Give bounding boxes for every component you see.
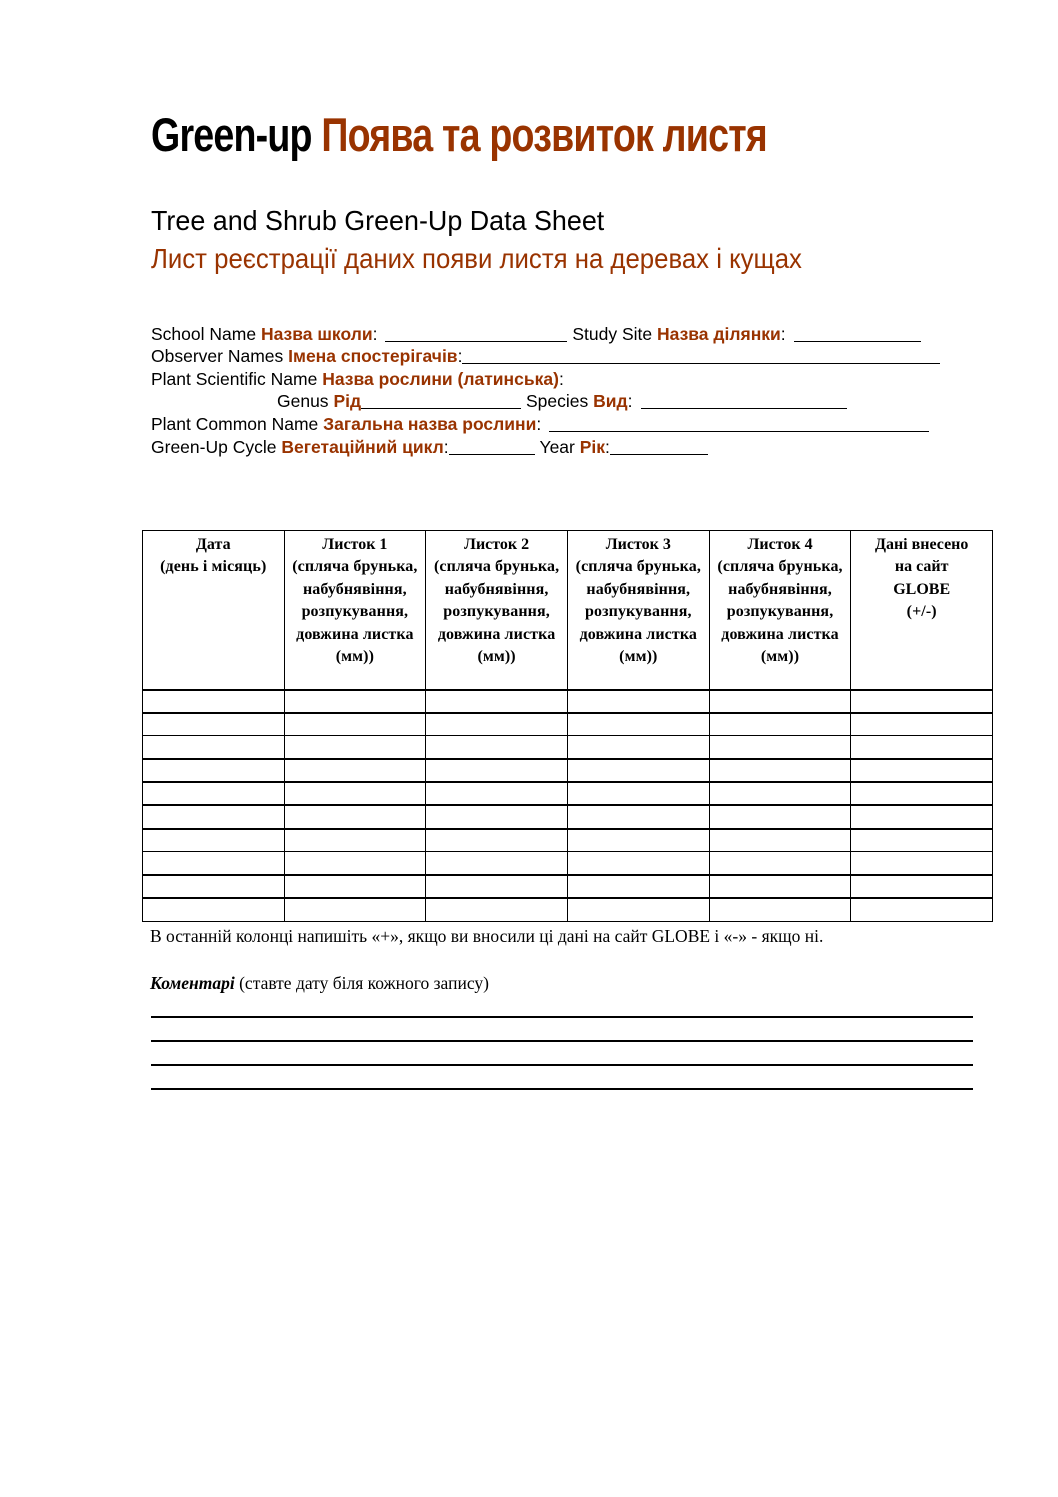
form-line-genus-species: Genus Рід Species Вид :: [151, 390, 991, 413]
school-name-label-uk: Назва школи: [260, 323, 373, 344]
table-row: [143, 829, 993, 852]
observer-names-label-uk: Імена спостерігачів: [288, 346, 458, 367]
leaf-1-cell[interactable]: [284, 852, 426, 875]
leaf-4-cell[interactable]: [709, 852, 851, 875]
page-title: [151, 108, 767, 162]
column-header-leaf-4: Листок 4 (спляча брунька, набубнявіння, розпукування, довжина листка (мм)): [709, 531, 851, 690]
year-label-uk: Рік: [579, 436, 606, 457]
comments-label: Коментарі: [150, 973, 235, 993]
leaf-2-cell[interactable]: [426, 713, 568, 736]
column-header-leaf-2: Листок 2 (спляча брунька, набубнявіння, розпукування, довжина листка (мм)): [426, 531, 568, 690]
subtitle-en: Tree and Shrub Green-Up Data Sheet: [151, 205, 605, 236]
species-field[interactable]: [641, 392, 847, 409]
table-row: [143, 875, 993, 898]
green-up-data-table: [142, 530, 993, 922]
form-line-cycle-year: Green-Up Cycle Вегетаційний цикл : Year Рік :: [151, 435, 991, 458]
title-en: Green-up: [151, 108, 312, 161]
form-line-school: School Name Назва школи : Study Site Назва ділянки :: [151, 322, 991, 345]
comment-line-4[interactable]: [151, 1088, 973, 1090]
school-name-field[interactable]: [385, 325, 567, 342]
leaf-2-cell[interactable]: [426, 805, 568, 828]
column-header-leaf-3: Листок 3 (спляча брунька, набубнявіння, розпукування, довжина листка (мм)): [567, 531, 709, 690]
leaf-1-cell[interactable]: [284, 713, 426, 736]
leaf-4-cell[interactable]: [709, 898, 851, 921]
table-row: [143, 713, 993, 736]
comment-line-2[interactable]: [151, 1040, 973, 1042]
leaf-4-cell[interactable]: [709, 736, 851, 759]
date-cell[interactable]: [143, 898, 285, 921]
date-cell[interactable]: [143, 782, 285, 805]
scientific-name-label-en: Plant Scientific Name: [151, 368, 318, 389]
species-label-en: Species: [525, 391, 589, 412]
leaf-1-cell[interactable]: [284, 875, 426, 898]
globe-entered-cell[interactable]: [851, 898, 993, 921]
leaf-3-cell[interactable]: [567, 898, 709, 921]
globe-entered-cell[interactable]: [851, 736, 993, 759]
date-cell[interactable]: [143, 736, 285, 759]
leaf-2-cell[interactable]: [426, 875, 568, 898]
observer-names-label-en: Observer Names: [151, 346, 284, 367]
header-form: [151, 322, 991, 458]
leaf-3-cell[interactable]: [567, 690, 709, 713]
subtitle-uk: Лист реєстрації даних появи листя на деревах і кущах: [151, 243, 802, 274]
study-site-field[interactable]: [794, 325, 921, 342]
globe-entered-cell[interactable]: [851, 759, 993, 782]
genus-label-uk: Рід: [333, 391, 362, 412]
species-label-uk: Вид: [593, 391, 628, 412]
column-header-date: Дата (день і місяць): [143, 531, 285, 690]
table-row: [143, 898, 993, 921]
globe-entered-cell[interactable]: [851, 852, 993, 875]
leaf-1-cell[interactable]: [284, 805, 426, 828]
leaf-1-cell[interactable]: [284, 759, 426, 782]
leaf-1-cell[interactable]: [284, 898, 426, 921]
globe-entered-cell[interactable]: [851, 829, 993, 852]
leaf-2-cell[interactable]: [426, 898, 568, 921]
title-uk: Поява та розвиток листя: [321, 108, 767, 161]
leaf-3-cell[interactable]: [567, 713, 709, 736]
leaf-3-cell[interactable]: [567, 782, 709, 805]
common-name-label-uk: Загальна назва рослини: [323, 413, 537, 434]
form-line-observers: Observer Names Імена спостерігачів :: [151, 345, 991, 368]
leaf-3-cell[interactable]: [567, 875, 709, 898]
leaf-4-cell[interactable]: [709, 805, 851, 828]
leaf-2-cell[interactable]: [426, 782, 568, 805]
date-cell[interactable]: [143, 805, 285, 828]
globe-entered-cell[interactable]: [851, 782, 993, 805]
observer-names-field[interactable]: [462, 347, 940, 364]
globe-entered-cell[interactable]: [851, 690, 993, 713]
leaf-2-cell[interactable]: [426, 829, 568, 852]
leaf-4-cell[interactable]: [709, 690, 851, 713]
leaf-2-cell[interactable]: [426, 690, 568, 713]
globe-entry-note: В останній колонці напишіть «+», якщо ви вносили ці дані на сайт GLOBE і «-» - якщо ні.: [150, 926, 824, 946]
year-label-en: Year: [539, 436, 575, 457]
leaf-1-cell[interactable]: [284, 690, 426, 713]
common-name-label-en: Plant Common Name: [151, 413, 319, 434]
genus-label-en: Genus: [277, 391, 329, 412]
green-up-cycle-field[interactable]: [449, 438, 535, 455]
table-header-row: [143, 531, 993, 690]
leaf-3-cell[interactable]: [567, 852, 709, 875]
table-row: [143, 852, 993, 875]
date-cell[interactable]: [143, 690, 285, 713]
table-row: [143, 805, 993, 828]
leaf-3-cell[interactable]: [567, 805, 709, 828]
leaf-1-cell[interactable]: [284, 829, 426, 852]
scientific-name-label-uk: Назва рослини (латинська): [322, 368, 559, 389]
leaf-2-cell[interactable]: [426, 852, 568, 875]
leaf-4-cell[interactable]: [709, 782, 851, 805]
comment-line-3[interactable]: [151, 1064, 973, 1066]
date-cell[interactable]: [143, 852, 285, 875]
common-name-field[interactable]: [549, 415, 929, 432]
study-site-label-uk: Назва ділянки: [657, 323, 781, 344]
genus-field[interactable]: [361, 392, 521, 409]
leaf-3-cell[interactable]: [567, 759, 709, 782]
year-field[interactable]: [610, 438, 708, 455]
school-name-label-en: School Name: [151, 323, 257, 344]
table-row: [143, 759, 993, 782]
date-cell[interactable]: [143, 759, 285, 782]
leaf-4-cell[interactable]: [709, 829, 851, 852]
column-header-leaf-1: Листок 1 (спляча брунька, набубнявіння, розпукування, довжина листка (мм)): [284, 531, 426, 690]
cycle-label-en: Green-Up Cycle: [151, 436, 277, 457]
leaf-1-cell[interactable]: [284, 736, 426, 759]
leaf-3-cell[interactable]: [567, 829, 709, 852]
leaf-4-cell[interactable]: [709, 713, 851, 736]
comments-hint: (ставте дату біля кожного запису): [234, 973, 489, 993]
table-row: [143, 690, 993, 713]
column-header-globe-entered: Дані внесено на сайт GLOBE (+/-): [851, 531, 993, 690]
date-cell[interactable]: [143, 713, 285, 736]
leaf-4-cell[interactable]: [709, 759, 851, 782]
comments-heading: [150, 972, 489, 994]
date-cell[interactable]: [143, 875, 285, 898]
leaf-2-cell[interactable]: [426, 759, 568, 782]
globe-entered-cell[interactable]: [851, 713, 993, 736]
leaf-2-cell[interactable]: [426, 736, 568, 759]
form-line-common-name: Plant Common Name Загальна назва рослини :: [151, 412, 991, 435]
date-cell[interactable]: [143, 829, 285, 852]
leaf-3-cell[interactable]: [567, 736, 709, 759]
leaf-4-cell[interactable]: [709, 875, 851, 898]
leaf-1-cell[interactable]: [284, 782, 426, 805]
study-site-label-en: Study Site: [572, 323, 653, 344]
globe-entered-cell[interactable]: [851, 805, 993, 828]
table-row: [143, 782, 993, 805]
cycle-label-uk: Вегетаційний цикл: [281, 436, 444, 457]
table-row: [143, 736, 993, 759]
globe-entered-cell[interactable]: [851, 875, 993, 898]
comment-line-1[interactable]: [151, 1016, 973, 1018]
form-line-scientific-name: Plant Scientific Name Назва рослини (латинська) :: [151, 368, 564, 389]
